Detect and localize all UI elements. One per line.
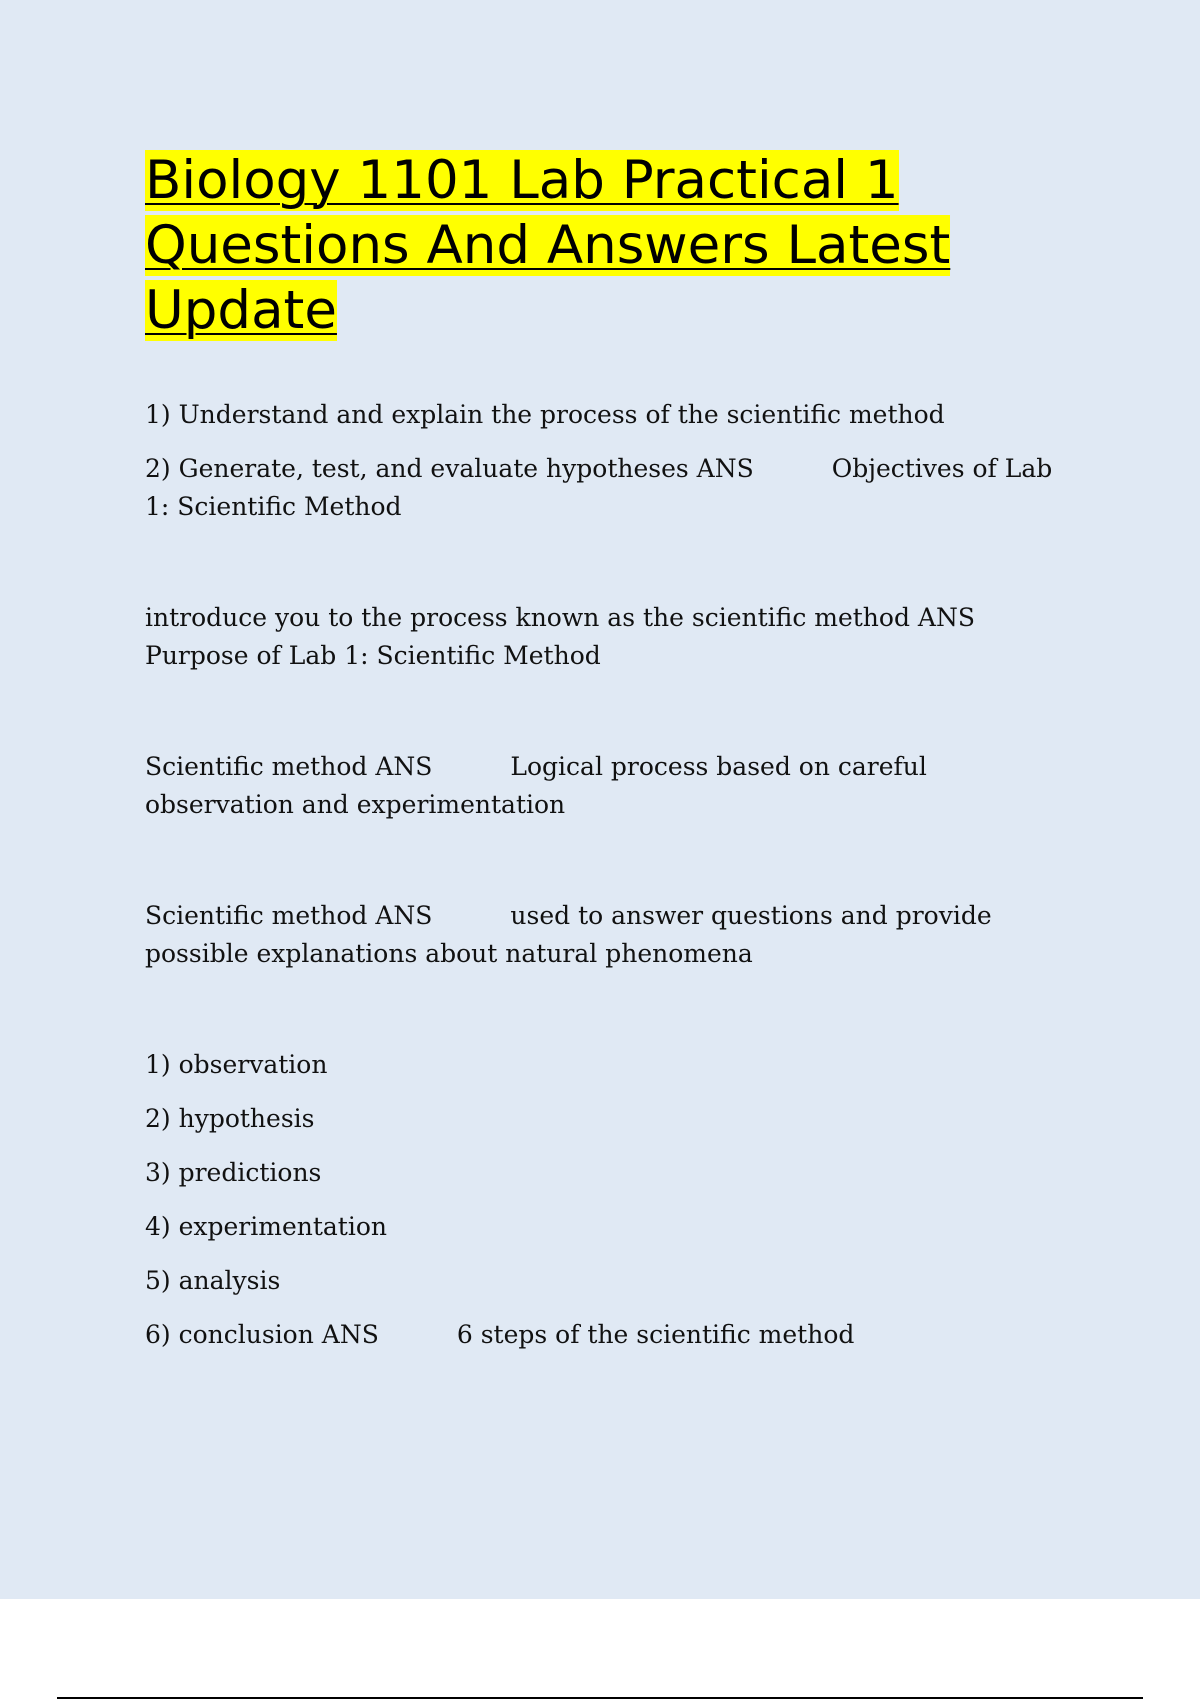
qa-question: Scientific method ANS — [145, 752, 433, 781]
qa-item-definition — [145, 748, 1075, 824]
step-line: 3) predictions — [145, 1158, 322, 1187]
qa-item-usage — [145, 897, 1075, 973]
qa-item-purpose — [145, 599, 1075, 675]
qa-answer: Objectives of Lab 1: Scientific Method — [145, 454, 1053, 521]
step-line: 1) observation — [145, 1050, 328, 1079]
qa-item-steps — [145, 1316, 1075, 1354]
qa-answer: used to answer questions and provide possible explanations about natural phenomena — [145, 901, 992, 968]
footer-rule — [57, 1697, 1143, 1699]
qa-item-objectives — [145, 450, 1075, 526]
qa-question: introduce you to the process known as the scientific method ANS — [145, 603, 975, 632]
document-body — [145, 396, 1075, 1354]
step-line: 5) analysis — [145, 1266, 281, 1295]
qa-question: Scientific method ANS — [145, 901, 433, 930]
document-title — [145, 148, 1045, 343]
qa-answer: Purpose of Lab 1: Scientific Method — [145, 641, 601, 670]
objective-line: 1) Understand and explain the process of the scientific method — [145, 400, 945, 429]
qa-answer: 6 steps of the scientific method — [456, 1320, 855, 1349]
step-line: 4) experimentation — [145, 1212, 387, 1241]
step-line: 2) hypothesis — [145, 1104, 315, 1133]
title-highlight: Biology 1101 Lab Practical 1 Questions And Answers Latest Update — [145, 150, 951, 341]
qa-question: 2) Generate, test, and evaluate hypotheses ANS — [145, 454, 754, 483]
qa-answer: Logical process based on careful observation and experimentation — [145, 752, 927, 819]
qa-question: 6) conclusion ANS — [145, 1320, 379, 1349]
